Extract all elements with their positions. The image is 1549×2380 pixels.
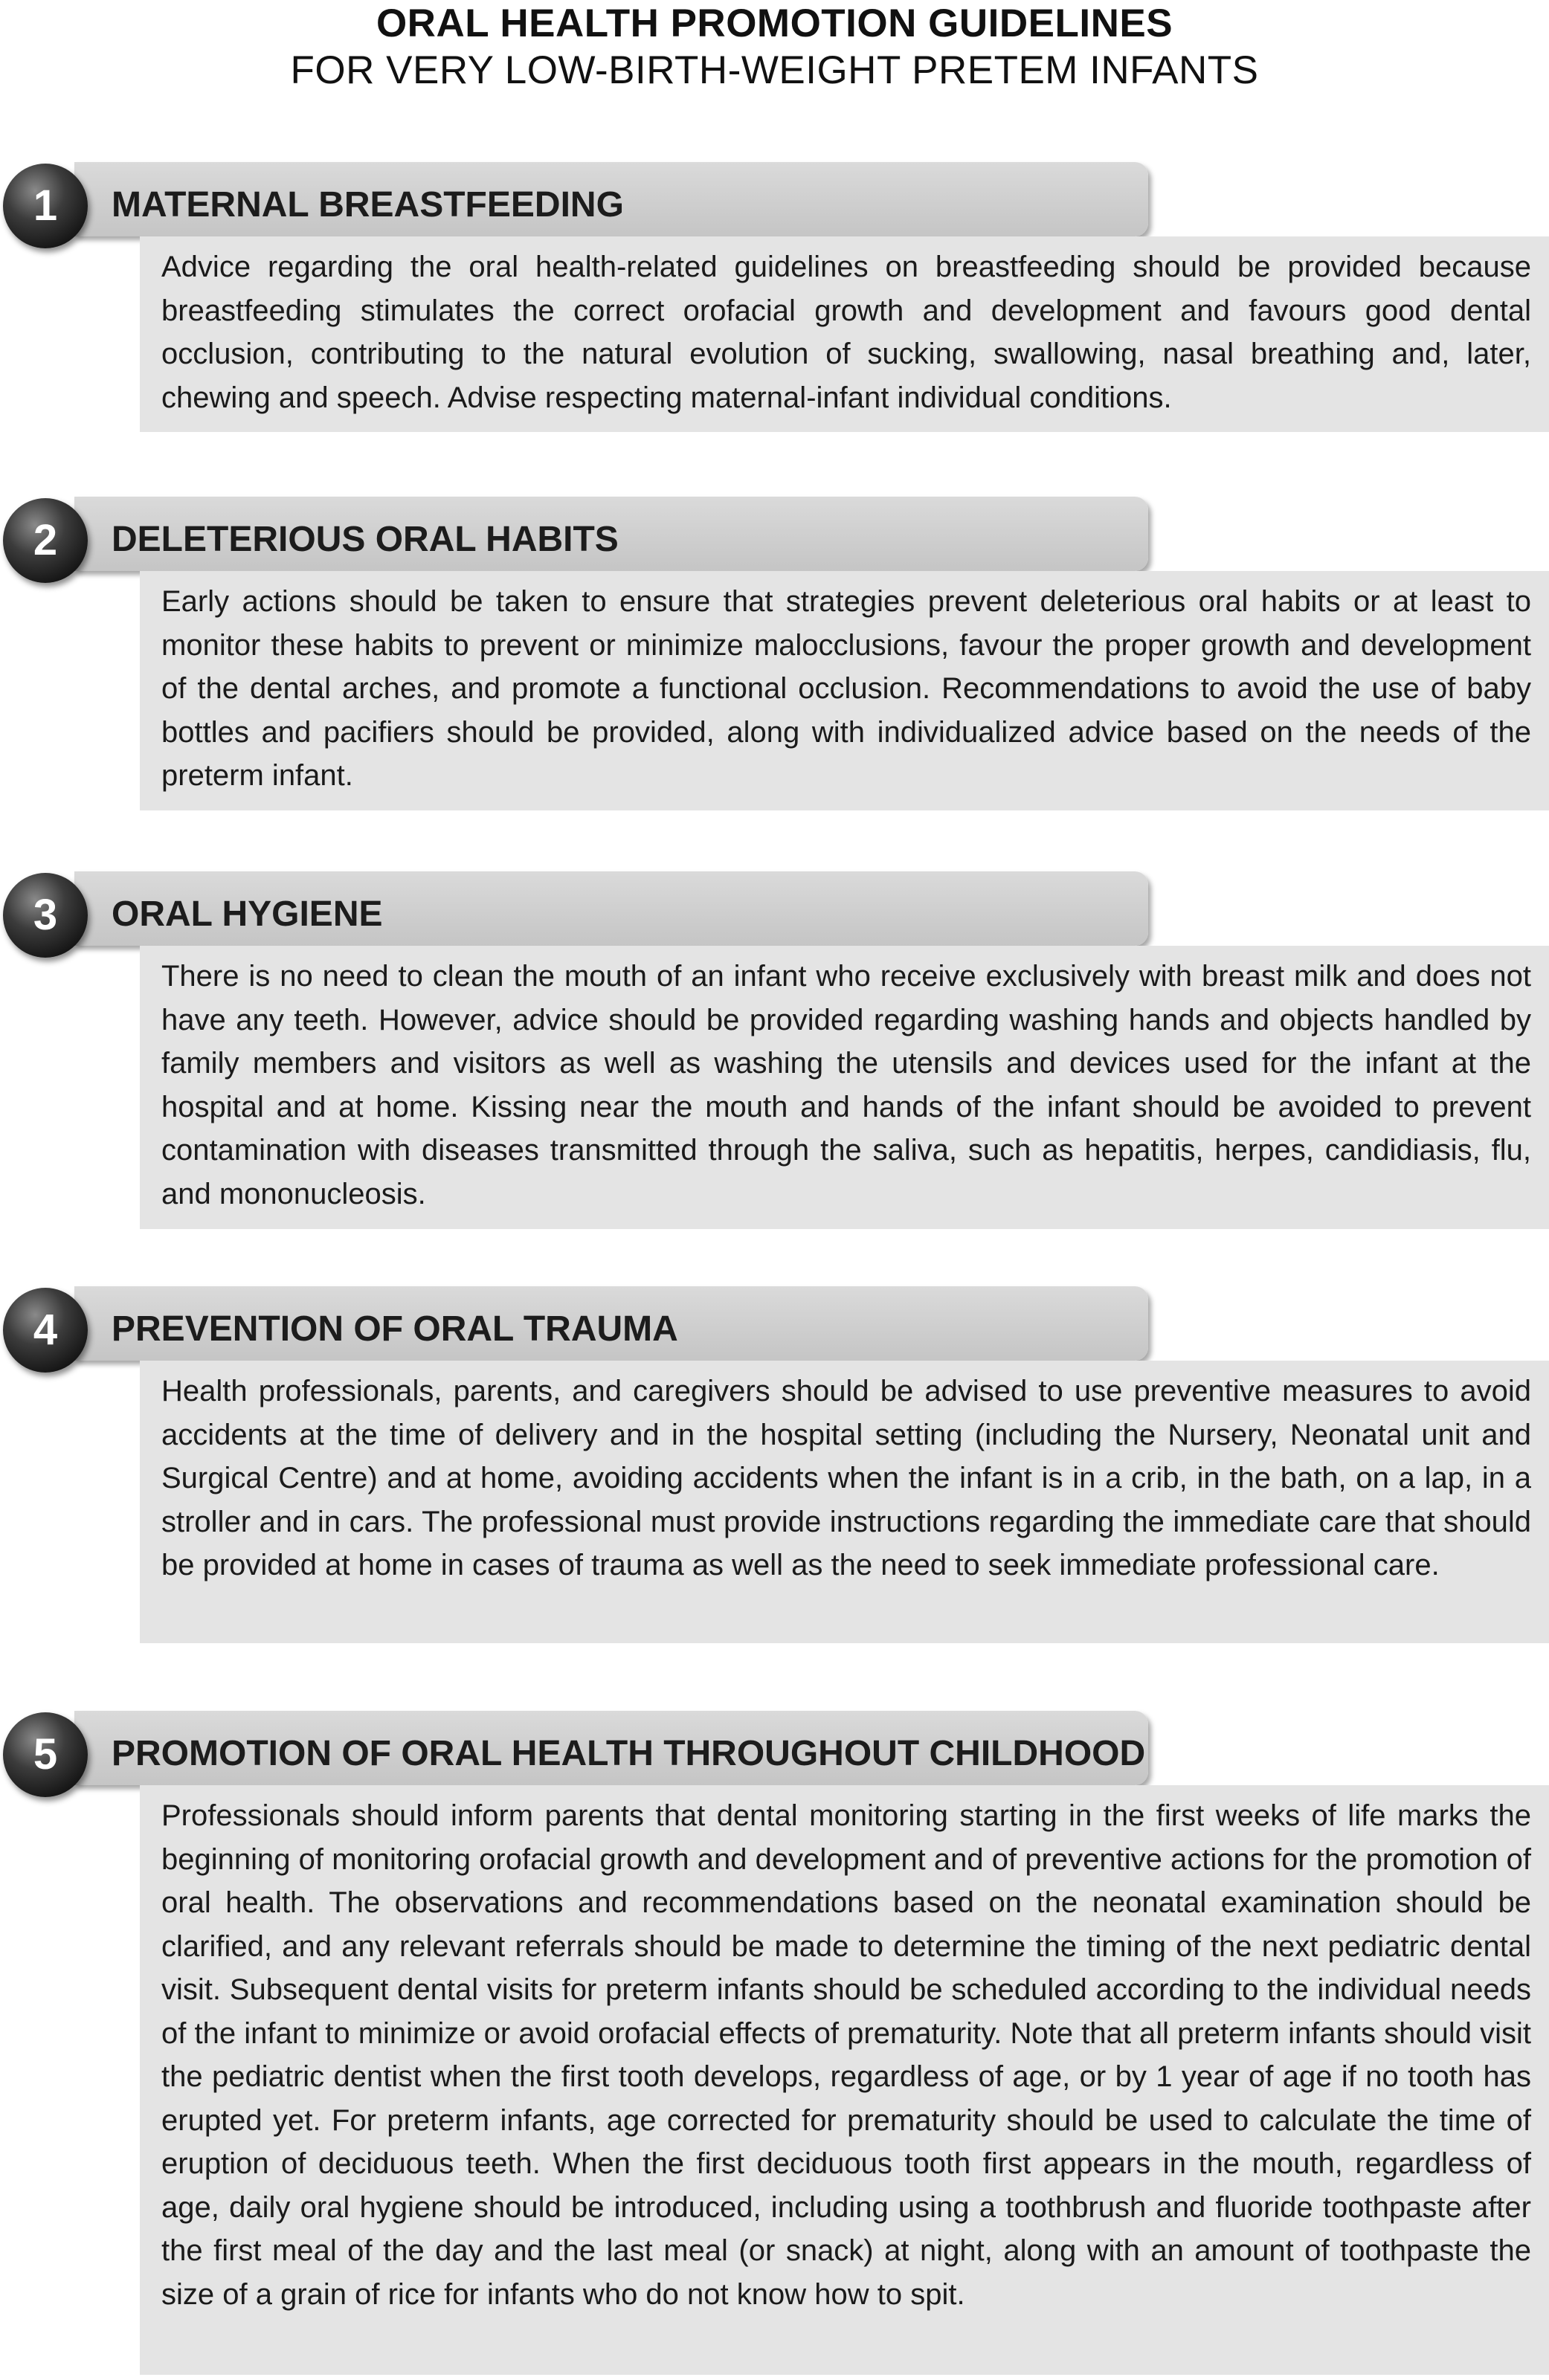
title-line-1: ORAL HEALTH PROMOTION GUIDELINES — [376, 1, 1173, 45]
section-title: PROMOTION OF ORAL HEALTH THROUGHOUT CHILDHOOD — [112, 1734, 1146, 1773]
number-badge-icon — [3, 164, 88, 248]
section-number: 5 — [33, 1730, 58, 1778]
number-badge-icon — [3, 873, 88, 958]
section-oral-hygiene — [0, 871, 1549, 1229]
number-badge-icon — [3, 1288, 88, 1373]
section-number: 1 — [33, 181, 58, 230]
section-body: Advice regarding the oral health-related guidelines on breastfeeding should be provided because breastfeeding stimulates the correct orofacial growth and development and favours good dental occlusion, contributing to the natural evolution of sucking, swallowing, nasal breathing and, later, chewing and speech. Advise respecting maternal-infant individual conditions. — [140, 236, 1549, 432]
section-body: There is no need to clean the mouth of an infant who receive exclusively with breast milk and does not have any teeth. However, advice should be provided regarding washing hands and objects handled by family members and visitors as well as washing the utensils and devices used for the infant at the hospital and at home. Kissing near the mouth and hands of the infant should be avoided to prevent contamination with diseases transmitted through the saliva, such as hepatitis, herpes, candidiasis, flu, and mononucleosis. — [140, 946, 1549, 1229]
document-title — [0, 0, 1549, 95]
section-body: Early actions should be taken to ensure that strategies prevent deleterious oral habits or at least to monitor these habits to prevent or minimize malocclusions, favour the proper growth and development of the dental arches, and promote a functional occlusion. Recommendations to avoid the use of baby bottles and pacifiers should be provided, along with individualized advice based on the needs of the preterm infant. — [140, 571, 1549, 810]
section-title: MATERNAL BREASTFEEDING — [112, 185, 624, 225]
section-title: ORAL HYGIENE — [112, 894, 383, 934]
section-promotion-of-oral-health — [0, 1711, 1549, 2375]
title-line-2: FOR VERY LOW-BIRTH-WEIGHT PRETEM INFANTS — [290, 48, 1259, 92]
section-number: 4 — [33, 1306, 58, 1354]
section-body: Health professionals, parents, and caregivers should be advised to use preventive measures to avoid accidents at the time of delivery and in the hospital setting (including the Nursery, Neonatal unit and Surgical Centre) and at home, avoiding accidents when the infant is in a crib, in the bath, on a lap, in a stroller and in cars. The professional must provide instructions regarding the immediate care that should be provided at home in cases of trauma as well as the need to seek immediate professional care. — [140, 1361, 1549, 1643]
number-badge-icon — [3, 1712, 88, 1797]
section-title: DELETERIOUS ORAL HABITS — [112, 520, 619, 559]
number-badge-icon — [3, 498, 88, 583]
section-body: Professionals should inform parents that dental monitoring starting in the first weeks of life marks the beginning of monitoring orofacial growth and development and of preventive actions for the promotion of oral health. The observations and recommendations based on the neonatal examination should be clarified, and any relevant referrals should be made to determine the timing of the next pediatric dental visit. Subsequent dental visits for preterm infants should be scheduled according to the individual needs of the infant to minimize or avoid orofacial effects of prematurity. Note that all preterm infants should visit the pediatric dentist when the first tooth develops, regardless of age, or by 1 year of age if no tooth has erupted yet. For preterm infants, age corrected for prematurity should be used to calculate the time of eruption of deciduous teeth. When the first deciduous tooth first appears in the mouth, regardless of age, daily oral hygiene should be introduced, including using a toothbrush and fluoride toothpaste after the first meal of the day and the last meal (or snack) at night, along with an amount of toothpaste the size of a grain of rice for infants who do not know how to spit. — [140, 1785, 1549, 2375]
section-number: 3 — [33, 891, 58, 939]
section-maternal-breastfeeding — [0, 162, 1549, 432]
section-deleterious-oral-habits — [0, 497, 1549, 810]
section-title: PREVENTION OF ORAL TRAUMA — [112, 1309, 678, 1349]
section-number: 2 — [33, 516, 58, 564]
section-prevention-of-oral-trauma — [0, 1286, 1549, 1643]
